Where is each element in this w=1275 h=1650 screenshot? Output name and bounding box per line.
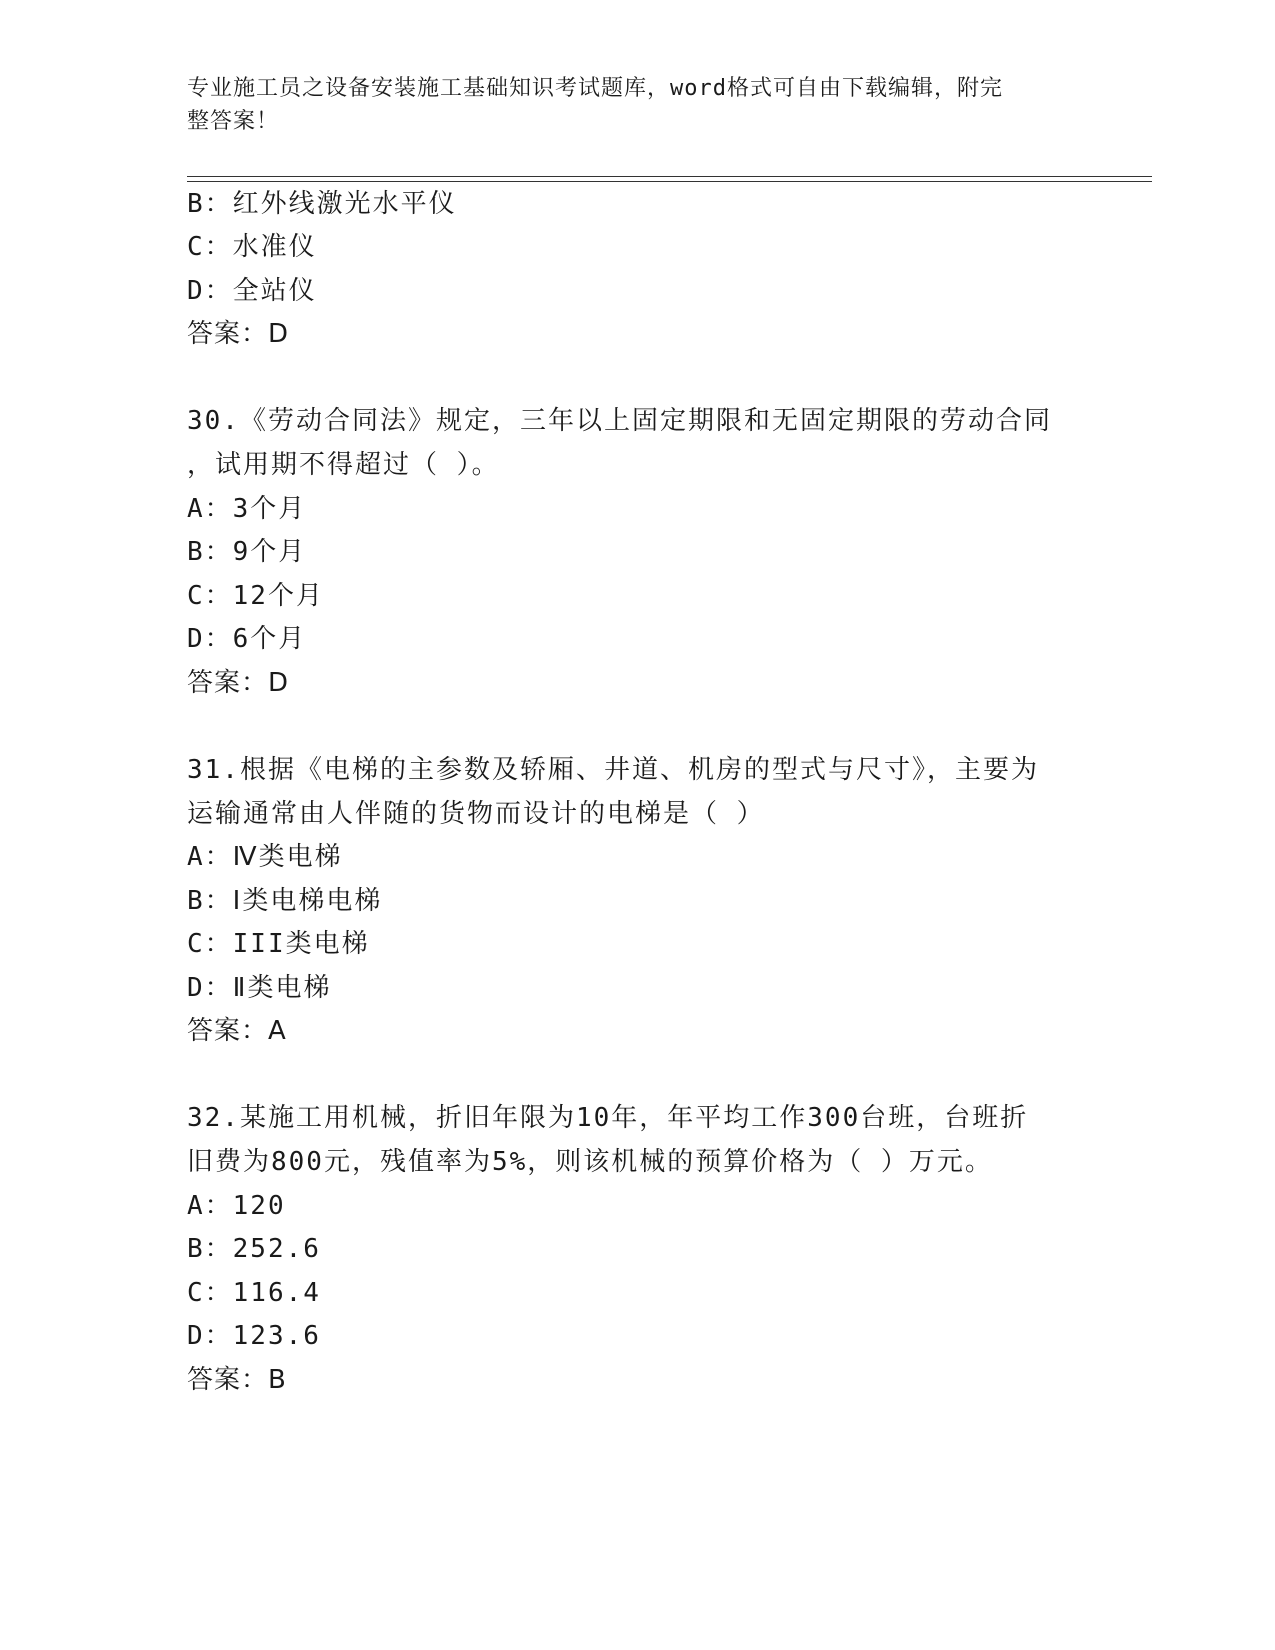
option-a: A：3个月: [187, 494, 307, 524]
option-a: A：120: [187, 1191, 286, 1221]
question-stem-line-1: 31.根据《电梯的主参数及轿厢、井道、机房的型式与尺寸》，主要为: [187, 755, 1039, 785]
option-c: C：水准仪: [187, 232, 317, 262]
question-stem-line-1: 32.某施工用机械，折旧年限为10年，年平均工作300台班，台班折: [187, 1103, 1029, 1133]
header-divider-top: [187, 176, 1152, 177]
answer: 答案：D: [187, 319, 290, 349]
option-d: D：Ⅱ类电梯: [187, 973, 332, 1003]
answer: 答案：A: [187, 1016, 287, 1046]
option-b: B：252.6: [187, 1234, 321, 1264]
page-header: [187, 72, 1087, 138]
question-stem-line-2: ，试用期不得超过（ ）。: [187, 450, 500, 480]
header-line-2: 整答案！: [187, 109, 280, 134]
header-line-1: 专业施工员之设备安装施工基础知识考试题库，word格式可自由下载编辑，附完: [187, 76, 1003, 101]
option-c: C：III类电梯: [187, 929, 370, 959]
option-c: C：12个月: [187, 581, 324, 611]
header-divider-bottom: [187, 181, 1152, 182]
option-b: B：9个月: [187, 537, 307, 567]
option-d: D：全站仪: [187, 276, 317, 306]
question-stem-line-2: 运输通常由人伴随的货物而设计的电梯是（ ）: [187, 799, 765, 829]
option-b: B：红外线激光水平仪: [187, 189, 457, 219]
option-d: D：123.6: [187, 1321, 321, 1351]
option-c: C：116.4: [187, 1278, 321, 1308]
option-d: D：6个月: [187, 624, 307, 654]
option-b: B：Ⅰ类电梯电梯: [187, 886, 383, 916]
answer: 答案：D: [187, 668, 290, 698]
question-stem-line-1: 30.《劳动合同法》规定，三年以上固定期限和无固定期限的劳动合同: [187, 406, 1052, 436]
answer: 答案：B: [187, 1365, 287, 1395]
question-stem-line-2: 旧费为800元，残值率为5%，则该机械的预算价格为（ ）万元。: [187, 1147, 993, 1177]
option-a: A：Ⅳ类电梯: [187, 842, 343, 872]
